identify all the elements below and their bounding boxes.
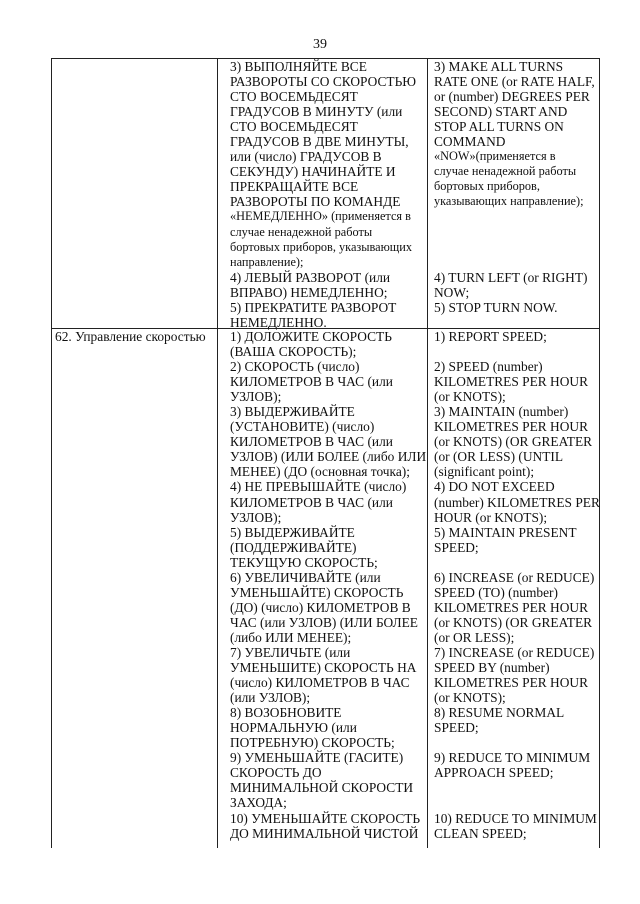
russian-text-line: КИЛОМЕТРОВ В ЧАС (или <box>230 494 393 510</box>
english-text-line <box>434 209 596 224</box>
english-text-line: 2) SPEED (number) <box>434 359 543 375</box>
table-border-right <box>599 58 600 848</box>
russian-text-line: ЧАС (или УЗЛОВ) (ИЛИ БОЛЕЕ <box>230 614 418 630</box>
russian-text-line: 7) УВЕЛИЧЬТЕ (или <box>230 644 351 660</box>
english-text-line <box>434 240 596 255</box>
english-text-line: (significant point); <box>434 464 535 480</box>
english-text-line <box>434 225 596 240</box>
row-2-label: 62. Управление скоростью <box>55 329 206 344</box>
russian-text-line: 5) ПРЕКРАТИТЕ РАЗВОРОТ <box>230 299 397 315</box>
english-text-line: (or OR LESS); <box>434 629 515 645</box>
russian-text-line: «НЕМЕДЛЕННО» (применяется в <box>230 209 411 224</box>
russian-text-line: РАЗВОРОТЫ ПО КОМАНДЕ <box>230 194 401 210</box>
english-text-line: 4) DO NOT EXCEED <box>434 479 555 495</box>
row-1-english-cell <box>434 59 596 315</box>
russian-text-line: НЕМЕДЛЕННО. <box>230 314 327 330</box>
russian-text-line: (ДО) (число) КИЛОМЕТРОВ В <box>230 599 411 615</box>
russian-text-line: ТЕКУЩУЮ СКОРОСТЬ; <box>230 554 378 570</box>
russian-text-line: 4) ЛЕВЫЙ РАЗВОРОТ (или <box>230 269 391 285</box>
russian-text-line: ГРАДУСОВ В ДВЕ МИНУТЫ, <box>230 134 409 150</box>
russian-text-line: МИНИМАЛЬНОЙ СКОРОСТИ <box>230 780 414 796</box>
english-text-line: SPEED; <box>434 720 479 736</box>
english-text-line: KILOMETRES PER HOUR <box>434 675 588 691</box>
english-text-line: 6) INCREASE (or REDUCE) <box>434 569 595 585</box>
russian-text-line: НОРМАЛЬНУЮ (или <box>230 720 357 736</box>
english-text-line: (or KNOTS) (OR GREATER <box>434 614 593 630</box>
english-text-line: NOW; <box>434 284 470 300</box>
english-text-line: 1) REPORT SPEED; <box>434 329 547 344</box>
english-text-line: 5) MAINTAIN PRESENT <box>434 524 577 540</box>
english-text-line: SECOND) START AND <box>434 104 568 120</box>
russian-text-line: 9) УМЕНЬШАЙТЕ (ГАСИТЕ) <box>230 750 404 766</box>
english-text-line: бортовых приборов, <box>434 179 540 194</box>
english-text-line: APPROACH SPEED; <box>434 765 554 781</box>
row-2-russian-cell <box>230 329 425 841</box>
english-text-line: RATE ONE (or RATE HALF, <box>434 74 595 90</box>
russian-text-line: ГРАДУСОВ В МИНУТУ (или <box>230 104 403 120</box>
english-text-line <box>434 795 596 810</box>
russian-text-line: РАЗВОРОТЫ СО СКОРОСТЬЮ <box>230 74 417 90</box>
table-border-left <box>51 58 52 848</box>
russian-text-line: 10) УМЕНЬШАЙТЕ СКОРОСТЬ <box>230 810 421 826</box>
russian-text-line: (или УЗЛОВ); <box>230 690 311 706</box>
russian-text-line: (либо ИЛИ МЕНЕЕ); <box>230 629 352 645</box>
column-divider-2 <box>427 58 428 848</box>
russian-text-line: УЗЛОВ); <box>230 509 282 525</box>
russian-text-line: бортовых приборов, указывающих <box>230 239 413 254</box>
russian-text-line: ЗАХОДА; <box>230 795 287 811</box>
russian-text-line: или (число) ГРАДУСОВ В <box>230 149 382 165</box>
english-text-line: 3) MAKE ALL TURNS <box>434 59 564 74</box>
english-text-line <box>434 555 596 570</box>
english-text-line: KILOMETRES PER HOUR <box>434 599 588 615</box>
russian-text-line: ВПРАВО) НЕМЕДЛЕННО; <box>230 284 388 300</box>
russian-text-line: КИЛОМЕТРОВ В ЧАС (или <box>230 434 393 450</box>
russian-text-line: СЕКУНДУ) НАЧИНАЙТЕ И <box>230 164 396 180</box>
english-text-line <box>434 735 596 750</box>
row-2-english-cell <box>434 329 600 841</box>
english-text-line: 7) INCREASE (or REDUCE) <box>434 644 595 660</box>
english-text-line <box>434 780 596 795</box>
russian-text-line: УЗЛОВ); <box>230 389 282 405</box>
english-text-line: SPEED (TO) (number) <box>434 584 558 600</box>
russian-text-line: 5) ВЫДЕРЖИВАЙТЕ <box>230 524 355 540</box>
russian-text-line: (ПОДДЕРЖИВАЙТЕ) <box>230 539 357 555</box>
english-text-line: HOUR (or KNOTS); <box>434 509 548 525</box>
russian-text-line: УЗЛОВ) (ИЛИ БОЛЕЕ (либо ИЛИ <box>230 449 427 465</box>
english-text-line <box>434 255 596 270</box>
english-text-line: (number) KILOMETRES PER <box>434 494 600 510</box>
russian-text-line: УМЕНЬШАЙТЕ) СКОРОСТЬ <box>230 584 404 600</box>
russian-text-line: УМЕНЬШИТЕ) СКОРОСТЬ НА <box>230 660 417 676</box>
russian-text-line: (УСТАНОВИТЕ) (число) <box>230 419 375 435</box>
page-number: 39 <box>313 37 327 52</box>
english-text-line: SPEED; <box>434 539 479 555</box>
russian-text-line: направление); <box>230 254 304 269</box>
russian-text-line: СКОРОСТЬ ДО <box>230 765 322 781</box>
russian-text-line: ПРЕКРАЩАЙТЕ ВСЕ <box>230 179 359 195</box>
english-text-line: 8) RESUME NORMAL <box>434 705 565 721</box>
english-text-line: указывающих направление); <box>434 194 584 209</box>
english-text-line: 3) MAINTAIN (number) <box>434 404 569 420</box>
english-text-line: случае ненадежной работы <box>434 164 577 179</box>
english-text-line: «NOW»(применяется в <box>434 149 556 164</box>
english-text-line: CLEAN SPEED; <box>434 825 527 841</box>
english-text-line: KILOMETRES PER HOUR <box>434 419 588 435</box>
russian-text-line: случае ненадежной работы <box>230 224 373 239</box>
english-text-line: or (number) DEGREES PER <box>434 89 590 105</box>
russian-text-line: ДО МИНИМАЛЬНОЙ ЧИСТОЙ <box>230 825 419 841</box>
russian-text-line: 3) ВЫПОЛНЯЙТЕ ВСЕ <box>230 59 367 74</box>
row-1-russian-cell <box>230 59 425 330</box>
russian-text-line: 2) СКОРОСТЬ (число) <box>230 359 360 375</box>
english-text-line: (or KNOTS); <box>434 389 506 405</box>
russian-text-line: 8) ВОЗОБНОВИТЕ <box>230 705 342 721</box>
russian-text-line: (ВАША СКОРОСТЬ); <box>230 344 357 360</box>
english-text-line: (or KNOTS); <box>434 690 506 706</box>
russian-text-line: (число) КИЛОМЕТРОВ В ЧАС <box>230 675 410 691</box>
russian-text-line: ПОТРЕБНУЮ) СКОРОСТЬ; <box>230 735 395 751</box>
english-text-line: KILOMETRES PER HOUR <box>434 374 588 390</box>
phraseology-table <box>51 58 600 848</box>
russian-text-line: СТО ВОСЕМЬДЕСЯТ <box>230 89 358 105</box>
english-text-line: (or (OR LESS) (UNTIL <box>434 449 564 465</box>
column-divider-1 <box>217 58 218 848</box>
russian-text-line: 6) УВЕЛИЧИВАЙТЕ (или <box>230 569 381 585</box>
english-text-line: SPEED BY (number) <box>434 660 550 676</box>
russian-text-line: КИЛОМЕТРОВ В ЧАС (или <box>230 374 393 390</box>
russian-text-line: СТО ВОСЕМЬДЕСЯТ <box>230 119 358 135</box>
russian-text-line: МЕНЕЕ) (ДО (основная точка); <box>230 464 410 480</box>
english-text-line: 9) REDUCE TO MINIMUM <box>434 750 591 766</box>
english-text-line: 5) STOP TURN NOW. <box>434 299 558 315</box>
russian-text-line: 4) НЕ ПРЕВЫШАЙТЕ (число) <box>230 479 407 495</box>
english-text-line: 4) TURN LEFT (or RIGHT) <box>434 269 588 285</box>
english-text-line <box>434 344 596 359</box>
english-text-line: (or KNOTS) (OR GREATER <box>434 434 593 450</box>
russian-text-line: 3) ВЫДЕРЖИВАЙТЕ <box>230 404 355 420</box>
english-text-line: STOP ALL TURNS ON <box>434 119 564 135</box>
english-text-line: 10) REDUCE TO MINIMUM <box>434 810 597 826</box>
english-text-line: COMMAND <box>434 134 506 150</box>
russian-text-line: 1) ДОЛОЖИТЕ СКОРОСТЬ <box>230 329 392 344</box>
row-2-label-cell <box>55 329 215 344</box>
